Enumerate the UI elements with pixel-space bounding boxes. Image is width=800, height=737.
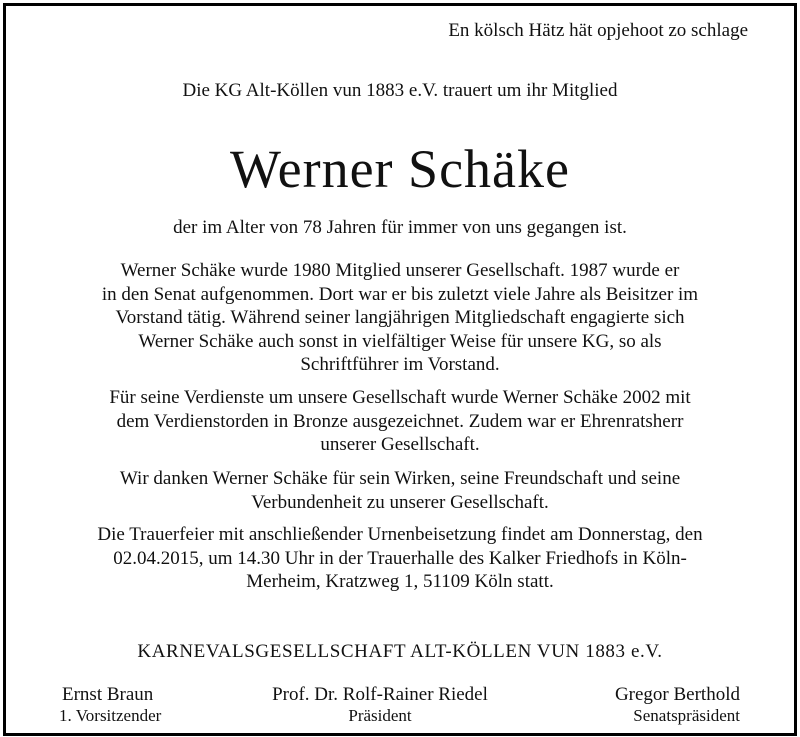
paragraph-thanks [0, 467, 800, 514]
signatory-name: Ernst Braun [62, 684, 154, 705]
signatory-chairman [59, 684, 162, 726]
paragraph-line: Die Trauerfeier mit anschließender Urnenbeisetzung findet am Donnerstag, den [97, 524, 703, 545]
intro-line: Die KG Alt-Köllen vun 1883 e.V. trauert um ihr Mitglied [182, 80, 618, 101]
paragraph-line: Werner Schäke wurde 1980 Mitglied unserer Gesellschaft. 1987 wurde er [120, 260, 680, 281]
paragraph-line: in den Senat aufgenommen. Dort war er bis zuletzt viele Jahre als Beisitzer im [101, 283, 699, 305]
paragraph-line: Wir danken Werner Schäke für sein Wirken, seine Freundschaft und seine [119, 468, 681, 489]
age-line: der im Alter von 78 Jahren für immer von uns gegangen ist. [173, 217, 627, 238]
paragraph-line: Schriftführer im Vorstand. [300, 354, 500, 375]
paragraph-honors [0, 386, 800, 457]
paragraph-line: 02.04.2015, um 14.30 Uhr in der Trauerhalle des Kalker Friedhofs in Köln- [113, 547, 687, 569]
deceased-name: Werner Schäke [230, 139, 570, 199]
society-name: KARNEVALSGESELLSCHAFT ALT-KÖLLEN VUN 1883 e.V. [137, 641, 663, 662]
paragraph-membership [0, 259, 800, 377]
signatory-senate-president [615, 684, 740, 726]
paragraph-line: Werner Schäke auch sonst in vielfältiger Weise für unsere KG, so als [138, 330, 662, 352]
signatory-name: Gregor Berthold [614, 684, 740, 705]
signatory-role: Präsident [348, 706, 412, 725]
signatory-president [257, 684, 503, 726]
motto: En kölsch Hätz hät opjehoot zo schlage [448, 20, 748, 41]
signatory-role: 1. Vorsitzender [59, 706, 162, 725]
signatory-name: Prof. Dr. Rolf-Rainer Riedel [272, 684, 488, 705]
paragraph-line: Vorstand tätig. Während seiner langjährigen Mitgliedschaft engagierte sich [115, 307, 685, 328]
paragraph-line: dem Verdienstorden in Bronze ausgezeichnet. Zudem war er Ehrenratsherr [116, 410, 684, 432]
paragraph-line: unserer Gesellschaft. [320, 434, 480, 455]
signatory-role: Senatspräsident [633, 706, 740, 725]
paragraph-line: Merheim, Kratzweg 1, 51109 Köln statt. [246, 571, 554, 592]
paragraph-line: Verbundenheit zu unserer Gesellschaft. [251, 491, 549, 513]
paragraph-line: Für seine Verdienste um unsere Gesellschaft wurde Werner Schäke 2002 mit [109, 387, 691, 408]
paragraph-funeral-details [0, 523, 800, 594]
